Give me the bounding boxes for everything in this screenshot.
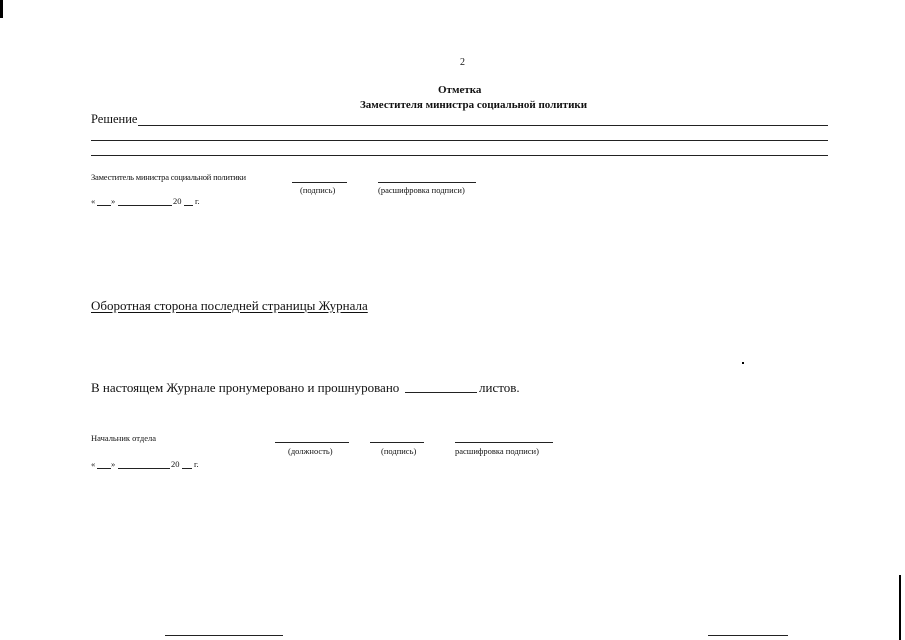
deputy-date-year-prefix: 20 [173,196,182,206]
deputy-date-year-blank [184,205,193,206]
page-number: 2 [460,57,465,68]
decision-label: Решение [91,112,138,126]
mark-title: Отметка [438,84,482,96]
scan-edge-mark-left [0,0,3,18]
deputy-date-day-blank [97,205,111,206]
head-date-month-blank [118,468,170,469]
deputy-minister-position: Заместитель министра социальной политики [91,172,246,182]
head-position-caption: (должность) [288,446,333,456]
decision-line-2 [91,140,828,141]
head-signature-line [370,442,424,443]
head-decoding-line [455,442,553,443]
scan-dot [742,362,744,364]
deputy-date-close-quote: » [111,196,116,206]
head-date-year-prefix: 20 [171,459,180,469]
deputy-decoding-caption: (расшифровка подписи) [378,185,465,195]
mark-subtitle: Заместителя министра социальной политики [360,99,588,111]
scan-bottom-line-right [708,635,788,636]
head-decoding-caption: расшифровка подписи) [455,446,539,456]
deputy-date-year-suffix: г. [195,196,200,206]
head-date-year-blank [182,468,192,469]
back-page-heading: Оборотная сторона последней страницы Журнала [91,298,368,313]
decision-line-3 [91,155,828,156]
deputy-decoding-line [378,182,476,183]
deputy-date-month-blank [118,205,172,206]
head-signature-caption: (подпись) [381,446,417,456]
deputy-date-open-quote: « [91,196,96,206]
head-date-day-blank [97,468,111,469]
head-date-close-quote: » [111,459,116,469]
sheets-word: листов. [479,380,520,395]
head-date-year-suffix: г. [194,459,199,469]
sheets-count-blank [405,392,477,393]
deputy-signature-line [292,182,347,183]
deputy-signature-caption: (подпись) [300,185,336,195]
decision-line-1 [138,125,828,126]
head-position-line [275,442,349,443]
scan-bottom-line-left [165,635,283,636]
department-head-position: Начальник отдела [91,433,157,443]
scan-edge-mark-right [899,575,901,640]
head-date-open-quote: « [91,459,96,469]
numbered-sheets-text: В настоящем Журнале пронумеровано и прошнуровано [91,380,400,395]
